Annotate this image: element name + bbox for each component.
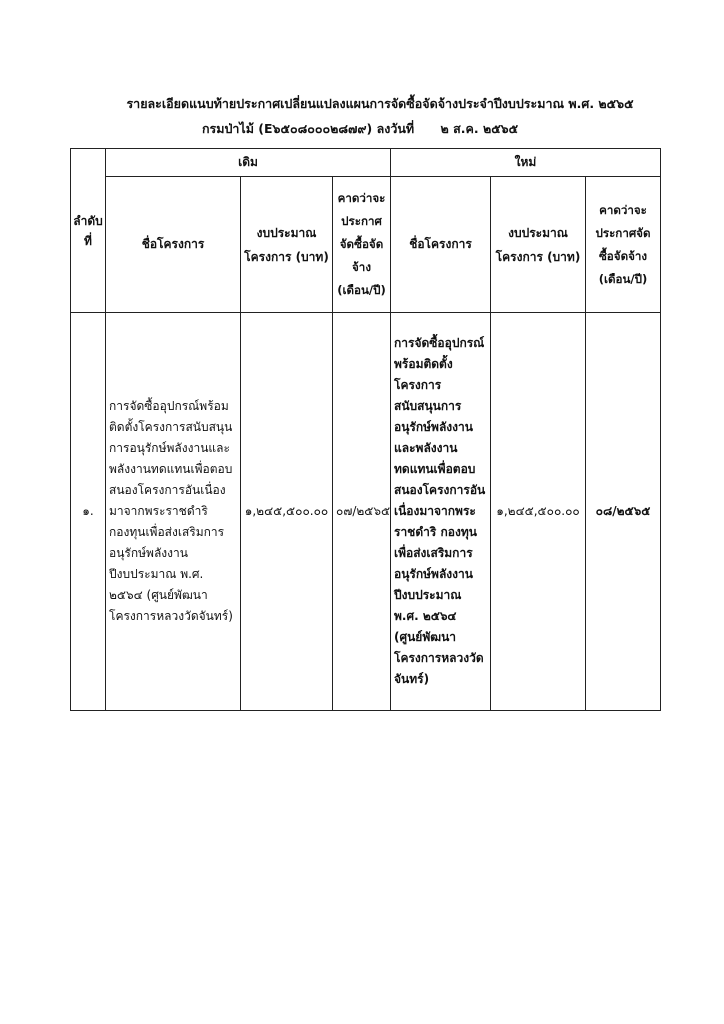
old-budget: ๑,๒๔๕,๕๐๐.๐๐ <box>241 313 333 711</box>
header-new-expected: คาดว่าจะประกาศจัดซื้อจัดจ้าง (เดือน/ปี) <box>586 177 661 313</box>
header-new-group: ใหม่ <box>391 149 661 177</box>
header-old-expected: คาดว่าจะประกาศจัดซื้อจัดจ้าง (เดือน/ปี) <box>333 177 391 313</box>
header-old-budget: งบประมาณโครงการ (บาท) <box>241 177 333 313</box>
new-budget: ๑,๒๔๕,๕๐๐.๐๐ <box>491 313 586 711</box>
row-seq: ๑. <box>71 313 106 711</box>
header-new-project-name: ชื่อโครงการ <box>391 177 491 313</box>
header-group-row <box>71 149 661 177</box>
announcement-date: ๒ ส.ค. ๒๕๖๕ <box>440 121 519 136</box>
table-row <box>71 313 661 711</box>
header-seq: ลำดับที่ <box>71 149 106 313</box>
new-expected-date: ๐๘/๒๕๖๕ <box>586 313 661 711</box>
header-columns-row <box>71 177 661 313</box>
old-expected-date: ๐๗/๒๕๖๕ <box>333 313 391 711</box>
document-subtitle <box>60 119 660 139</box>
header-old-group: เดิม <box>106 149 391 177</box>
document-title: รายละเอียดแนบท้ายประกาศเปลี่ยนแปลงแผนการจัดซื้อจัดจ้างประจำปีงบประมาณ พ.ศ. ๒๕๖๕ <box>126 96 634 111</box>
header-old-project-name: ชื่อโครงการ <box>106 177 241 313</box>
header-new-budget: งบประมาณโครงการ (บาท) <box>491 177 586 313</box>
old-project-name: การจัดซื้ออุปกรณ์พร้อมติดตั้งโครงการสนับสนุนการอนุรักษ์พลังงานและพลังงานทดแทนเพื่อตอบสนองโครงการอันเนื่องมาจากพระราชดำริ กองทุนเพื่อส่งเสริมการอนุรักษ์พลังงาน ปีงบประมาณ พ.ศ. ๒๕๖๔ (ศูนย์พัฒนาโครงการหลวงวัดจันทร์) <box>106 313 241 711</box>
procurement-change-table <box>70 148 661 711</box>
agency-reference: กรมป่าไม้ (E๖๕๐๘๐๐๐๒๘๗๙) ลงวันที่ <box>201 121 415 136</box>
new-project-name: การจัดซื้ออุปกรณ์พร้อมติดตั้งโครงการสนับสนุนการอนุรักษ์พลังงานและพลังงานทดแทนเพื่อตอบสนองโครงการอันเนื่องมาจากพระราชดำริ กองทุนเพื่อส่งเสริมการอนุรักษ์พลังงาน ปีงบประมาณ พ.ศ. ๒๕๖๔ (ศูนย์พัฒนาโครงการหลวงวัดจันทร์) <box>391 313 491 711</box>
